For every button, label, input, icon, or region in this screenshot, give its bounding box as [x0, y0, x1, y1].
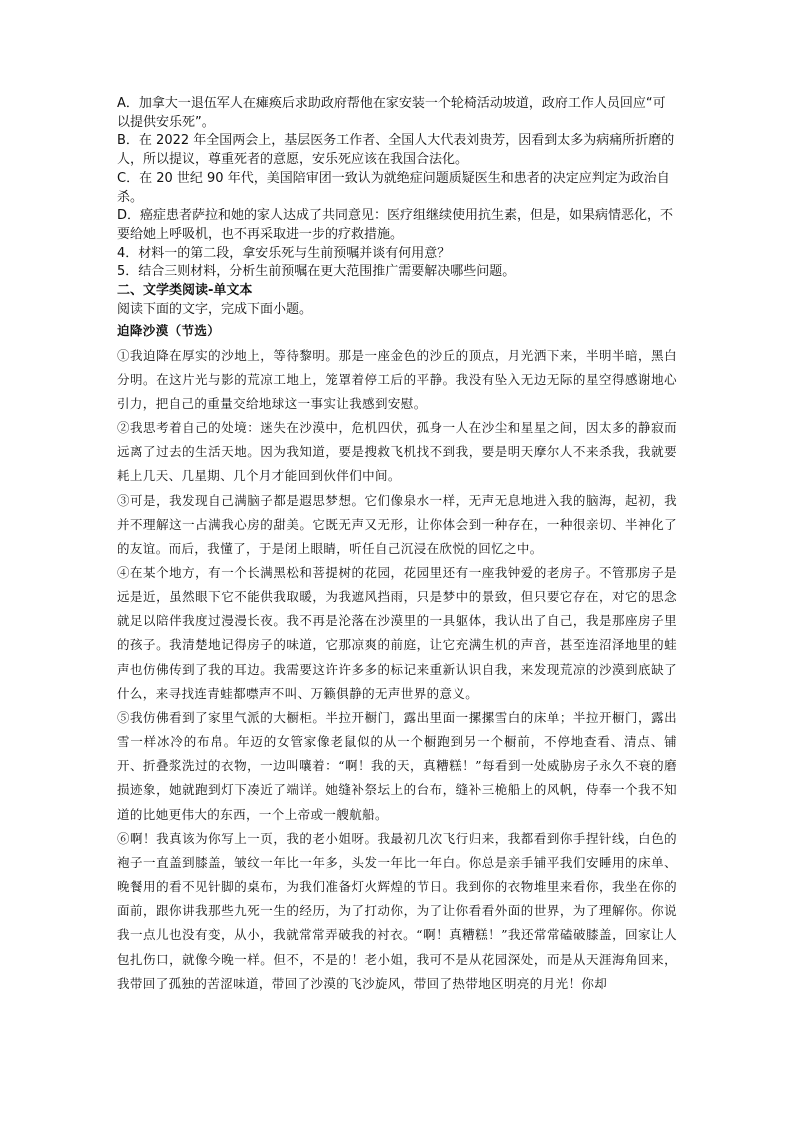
paragraph-4: ④在某个地方，有一个长满黑松和菩提树的花园，花园里还有一座我钟爱的老房子。不管那房子是远是近，虽然眼下它不能供我取暖，为我遮风挡雨，只是梦中的景致，但只要它存在，对它的思念就足以陪伴我度过漫漫长夜。我不再是沦落在沙漠里的一具躯体，我认出了自己，我是那座房子里的孩子。我清楚地记得房子的味道，它那凉爽的前庭，让它充满生机的声音，甚至连沼泽地里的蛙声也仿佛传到了我的耳边。我需要这许许多多的标记来重新认识自我，来发现荒凉的沙漠到底缺了什么，来寻找连青蛙都噤声不叫、万籁俱静的无声世界的意义。: [117, 565, 677, 701]
passage-title: 迫降沙漠（节选）: [117, 323, 221, 339]
option-b: B．在 2022 年全国两会上，基层医务工作者、全国人大代表刘贵芳，因看到太多为病痛所折磨的人，所以提议，尊重死者的意愿，安乐死应该在我国合法化。: [117, 133, 675, 168]
question-5: 5．结合三则材料，分析生前预嘱在更大范围推广需要解决哪些问题。: [117, 264, 516, 280]
options-block: [117, 95, 677, 319]
option-d: D．癌症患者萨拉和她的家人达成了共同意见：医疗组继续使用抗生素，但是，如果病情恶化，不要给她上呼吸机，也不再采取进一步的疗救措施。: [117, 208, 674, 242]
passage: [117, 319, 677, 995]
option-a: A．加拿大一退伍军人在瘫痪后求助政府帮他在家安装一个轮椅活动坡道，政府工作人员回应“可以提供安乐死”。: [117, 96, 666, 130]
question-4: 4．材料一的第二段，拿安乐死与生前预嘱并谈有何用意？: [117, 245, 451, 261]
option-c: C．在 20 世纪 90 年代，美国陪审团一致认为就绝症问题质疑医生和患者的决定应判定为政治自杀。: [117, 170, 670, 205]
paragraph-1: ①我迫降在厚实的沙地上，等待黎明。那是一座金色的沙丘的顶点，月光洒下来，半明半暗，黑白分明。在这片光与影的荒凉工地上，笼罩着停工后的平静。我没有坠入无边无际的星空得感谢地心引力，把自己的重量交给地球这一事实让我感到安慰。: [117, 347, 677, 411]
paragraph-3: ③可是，我发现自己满脑子都是遐思梦想。它们像泉水一样，无声无息地进入我的脑海，起初，我并不理解这一占满我心房的甜美。它既无声又无形，让你体会到一种存在，一种很亲切、半神化了的友谊。而后，我懂了，于是闭上眼睛，听任自己沉浸在欣悦的回忆之中。: [117, 492, 677, 556]
instruction: 阅读下面的文字，完成下面小题。: [117, 301, 313, 317]
paragraph-6: ⑥啊！我真该为你写上一页，我的老小姐呀。我最初几次飞行归来，我都看到你手捏针线，白色的袍子一直盖到膝盖，皱纹一年比一年多，头发一年比一年白。你总是亲手铺平我们安睡用的床单、晚餐用的看不见针脚的桌布，为我们准备灯火辉煌的节日。我到你的衣物堆里来看你，我坐在你的面前，跟你讲我那些九死一生的经历，为了打动你，为了让你看看外面的世界，为了理解你。你说我一点儿也没有变，从小，我就常常弄破我的衬衣。“啊！真糟糕！”我还常常磕破膝盖，回家让人包扎伤口，就像今晚一样。但不，不是的！老小姐，我可不是从花园深处，而是从天涯海角回来，我带回了孤独的苦涩味道，带回了沙漠的飞沙旋风，带回了热带地区明亮的月光！你却: [117, 830, 677, 991]
paragraph-5: ⑤我仿佛看到了家里气派的大橱柜。半拉开橱门，露出里面一摞摞雪白的床单；半拉开橱门，露出雪一样冰冷的布帛。年迈的女管家像老鼠似的从一个橱跑到另一个橱前，不停地查看、清点、铺开、折叠浆洗过的衣物，一边叫嚷着：“啊！我的天，真糟糕！”每看到一处威胁房子永久不衰的磨损迹象，她就跑到灯下凑近了端详。她缝补祭坛上的台布，缝补三桅船上的风帆，侍奉一个我不知道的比她更伟大的东西，一个上帝或一艘航船。: [117, 709, 677, 822]
paragraph-2: ②我思考着自己的处境：迷失在沙漠中，危机四伏，孤身一人在沙尘和星星之间，因太多的静寂而远离了过去的生活天地。因为我知道，要是搜救飞机找不到我，要是明天摩尔人不来杀我，我就要耗上几天、几星期、几个月才能回到伙伴们中间。: [117, 420, 677, 484]
section-heading: 二、文学类阅读-单文本: [117, 283, 253, 299]
document-page: [117, 95, 677, 996]
